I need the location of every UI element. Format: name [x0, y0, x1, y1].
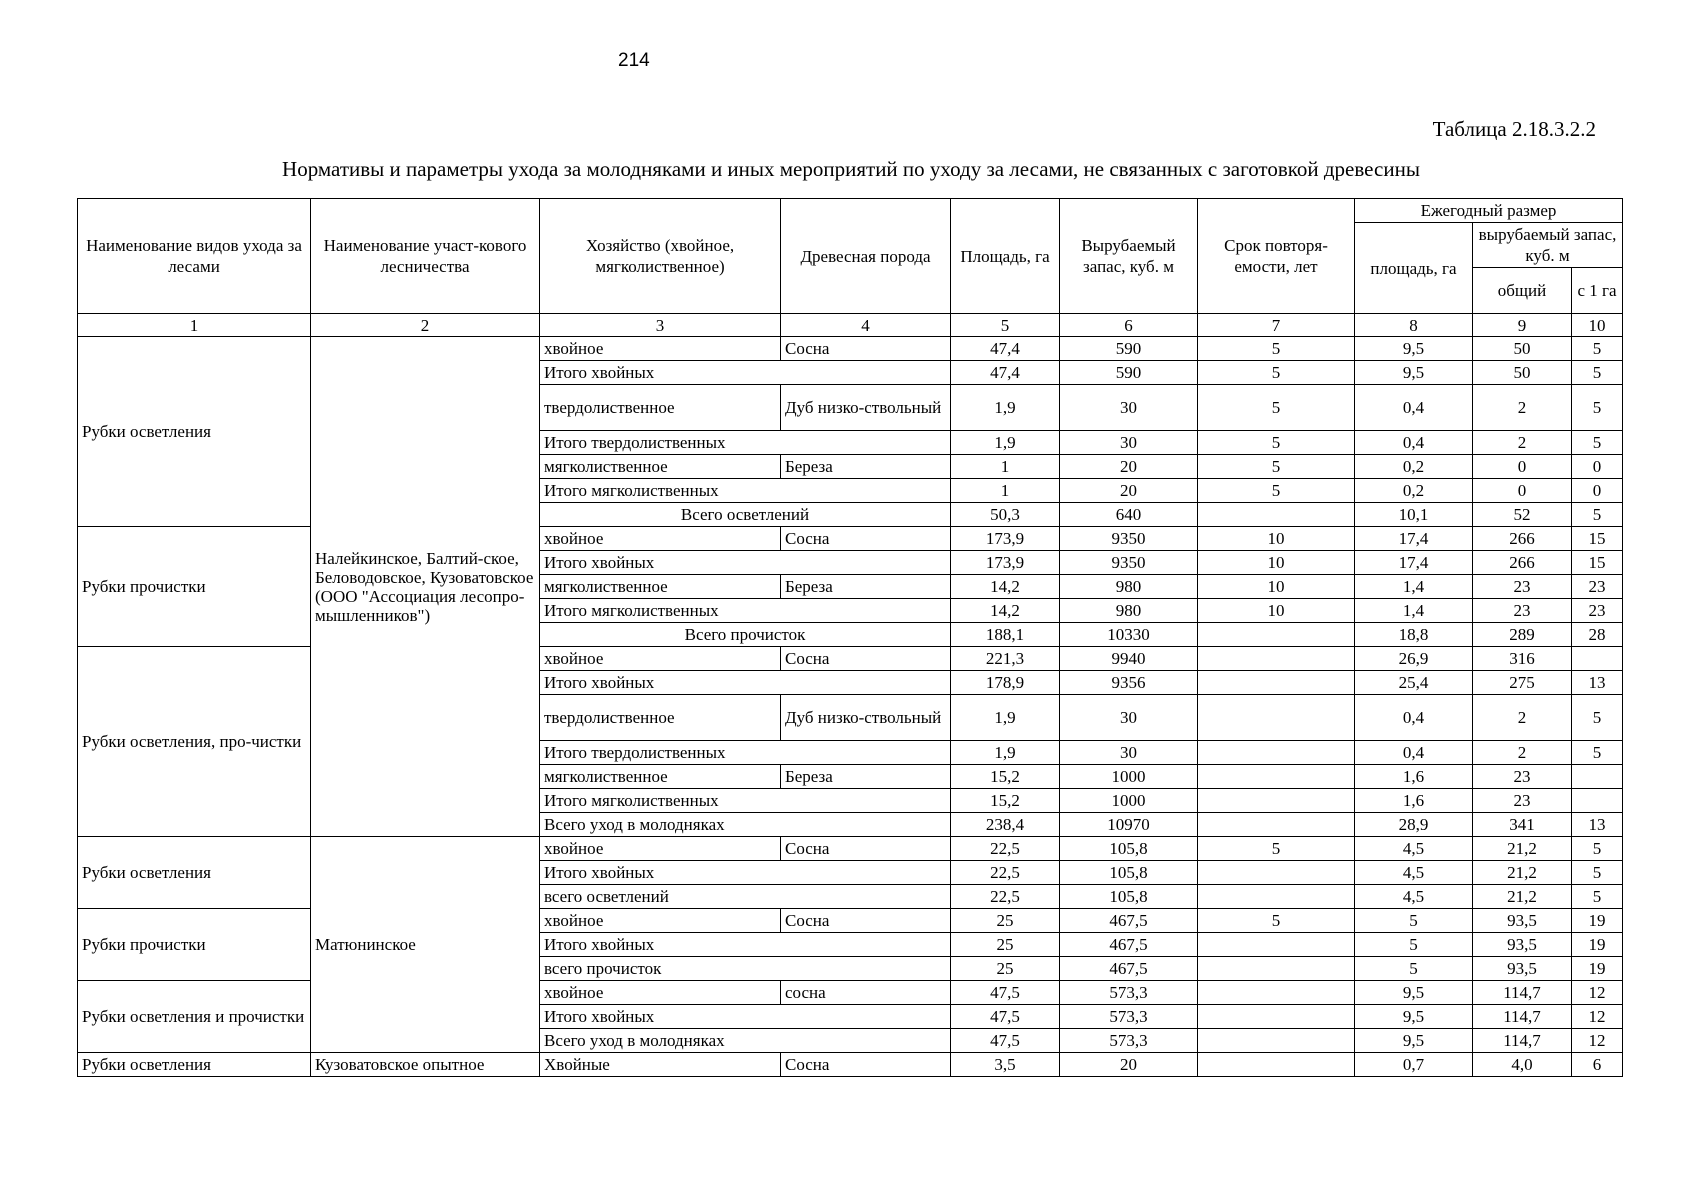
annual-total-cell: 114,7	[1473, 1029, 1572, 1053]
stock-cell: 30	[1060, 431, 1198, 455]
header-farm: Хозяйство (хвойное, мягколиственное)	[540, 199, 781, 314]
header-cut-per-ha: с 1 га	[1572, 268, 1623, 314]
forestry-cell: Кузоватовское опытное	[311, 1053, 540, 1077]
stock-cell: 9350	[1060, 551, 1198, 575]
annual-total-cell: 52	[1473, 503, 1572, 527]
area-cell: 14,2	[951, 599, 1060, 623]
annual-per-ha-cell: 5	[1572, 695, 1623, 741]
area-cell: 47,5	[951, 1005, 1060, 1029]
period-cell: 5	[1198, 455, 1355, 479]
annual-area-cell: 1,4	[1355, 575, 1473, 599]
stock-cell: 9940	[1060, 647, 1198, 671]
annual-total-cell: 21,2	[1473, 837, 1572, 861]
area-cell: 238,4	[951, 813, 1060, 837]
period-cell	[1198, 957, 1355, 981]
table-caption: Нормативы и параметры ухода за молодняками и иных мероприятий по уходу за лесами, не связанных с заготовкой древесины	[282, 157, 1420, 181]
annual-per-ha-cell: 5	[1572, 337, 1623, 361]
stock-cell: 640	[1060, 503, 1198, 527]
annual-per-ha-cell	[1572, 789, 1623, 813]
annual-area-cell: 1,4	[1355, 599, 1473, 623]
period-cell: 5	[1198, 479, 1355, 503]
annual-total-cell: 0	[1473, 479, 1572, 503]
annual-total-cell: 93,5	[1473, 933, 1572, 957]
col-number: 1	[78, 314, 311, 337]
stock-cell: 1000	[1060, 789, 1198, 813]
species-cell: Дуб низко-ствольный	[781, 385, 951, 431]
annual-area-cell: 9,5	[1355, 1005, 1473, 1029]
stock-cell: 20	[1060, 455, 1198, 479]
annual-per-ha-cell: 0	[1572, 455, 1623, 479]
annual-per-ha-cell: 13	[1572, 671, 1623, 695]
stock-cell: 1000	[1060, 765, 1198, 789]
annual-total-cell: 289	[1473, 623, 1572, 647]
annual-area-cell: 0,2	[1355, 479, 1473, 503]
area-cell: 1,9	[951, 431, 1060, 455]
col-number: 6	[1060, 314, 1198, 337]
period-cell	[1198, 981, 1355, 1005]
area-cell: 15,2	[951, 789, 1060, 813]
forestry-cell: Налейкинское, Балтий-ское, Беловодовское, Кузоватовское (ООО "Ассоциация лесопро-мышленников")	[311, 337, 540, 837]
annual-area-cell: 5	[1355, 957, 1473, 981]
annual-per-ha-cell: 19	[1572, 933, 1623, 957]
table-id: Таблица 2.18.3.2.2	[1432, 117, 1596, 141]
period-cell	[1198, 695, 1355, 741]
farm-cell: мягколиственное	[540, 765, 781, 789]
col-number: 10	[1572, 314, 1623, 337]
annual-per-ha-cell: 19	[1572, 957, 1623, 981]
annual-per-ha-cell: 5	[1572, 503, 1623, 527]
annual-total-cell: 23	[1473, 765, 1572, 789]
area-cell: 22,5	[951, 861, 1060, 885]
annual-area-cell: 10,1	[1355, 503, 1473, 527]
annual-per-ha-cell: 19	[1572, 909, 1623, 933]
table-row	[78, 337, 1623, 361]
annual-per-ha-cell: 13	[1572, 813, 1623, 837]
area-cell: 47,5	[951, 981, 1060, 1005]
care-kind-cell: Рубки осветления, про-чистки	[78, 647, 311, 837]
annual-total-cell: 93,5	[1473, 957, 1572, 981]
table-row	[78, 981, 1623, 1005]
period-cell: 5	[1198, 385, 1355, 431]
annual-per-ha-cell: 12	[1572, 981, 1623, 1005]
stock-cell: 590	[1060, 337, 1198, 361]
annual-area-cell: 9,5	[1355, 361, 1473, 385]
annual-area-cell: 0,2	[1355, 455, 1473, 479]
annual-area-cell: 4,5	[1355, 885, 1473, 909]
period-cell: 10	[1198, 599, 1355, 623]
forest-care-table	[77, 198, 1623, 1077]
species-cell: Береза	[781, 455, 951, 479]
species-cell: Сосна	[781, 647, 951, 671]
farm-cell: хвойное	[540, 647, 781, 671]
period-cell	[1198, 813, 1355, 837]
header-cut-stock: вырубаемый запас, куб. м	[1473, 223, 1623, 268]
stock-cell: 573,3	[1060, 1005, 1198, 1029]
annual-total-cell: 50	[1473, 361, 1572, 385]
col-number: 9	[1473, 314, 1572, 337]
annual-per-ha-cell: 6	[1572, 1053, 1623, 1077]
farm-cell: хвойное	[540, 837, 781, 861]
forestry-cell: Матюнинское	[311, 837, 540, 1053]
farm-cell: мягколиственное	[540, 455, 781, 479]
species-cell: Сосна	[781, 1053, 951, 1077]
farm-cell: хвойное	[540, 909, 781, 933]
annual-total-cell: 23	[1473, 599, 1572, 623]
column-numbers-row	[78, 314, 1623, 337]
period-cell	[1198, 885, 1355, 909]
annual-total-cell: 23	[1473, 575, 1572, 599]
table-row	[78, 527, 1623, 551]
annual-per-ha-cell: 23	[1572, 599, 1623, 623]
farm-cell: твердолиственное	[540, 695, 781, 741]
area-cell: 1,9	[951, 695, 1060, 741]
care-kind-cell: Рубки осветления	[78, 1053, 311, 1077]
annual-area-cell: 28,9	[1355, 813, 1473, 837]
annual-area-cell: 1,6	[1355, 765, 1473, 789]
species-cell: Сосна	[781, 837, 951, 861]
header-stock: Вырубаемый запас, куб. м	[1060, 199, 1198, 314]
stock-cell: 9350	[1060, 527, 1198, 551]
stock-cell: 20	[1060, 1053, 1198, 1077]
col-number: 2	[311, 314, 540, 337]
area-cell: 25	[951, 933, 1060, 957]
period-cell	[1198, 765, 1355, 789]
species-cell: Береза	[781, 765, 951, 789]
species-cell: Сосна	[781, 909, 951, 933]
annual-per-ha-cell: 5	[1572, 385, 1623, 431]
stock-cell: 105,8	[1060, 837, 1198, 861]
care-kind-cell: Рубки осветления и прочистки	[78, 981, 311, 1053]
annual-per-ha-cell: 28	[1572, 623, 1623, 647]
farm-cell: Итого твердолиственных	[540, 741, 951, 765]
area-cell: 1,9	[951, 385, 1060, 431]
area-cell: 47,4	[951, 337, 1060, 361]
annual-total-cell: 341	[1473, 813, 1572, 837]
annual-per-ha-cell: 12	[1572, 1029, 1623, 1053]
farm-cell: твердолиственное	[540, 385, 781, 431]
annual-total-cell: 2	[1473, 741, 1572, 765]
species-cell: сосна	[781, 981, 951, 1005]
farm-cell: хвойное	[540, 527, 781, 551]
annual-per-ha-cell: 15	[1572, 527, 1623, 551]
farm-cell: Итого хвойных	[540, 861, 951, 885]
stock-cell: 10970	[1060, 813, 1198, 837]
period-cell	[1198, 623, 1355, 647]
header-annual-area: площадь, га	[1355, 223, 1473, 314]
annual-area-cell: 9,5	[1355, 337, 1473, 361]
farm-cell: Всего уход в молодняках	[540, 813, 951, 837]
stock-cell: 980	[1060, 575, 1198, 599]
farm-cell: Итого хвойных	[540, 933, 951, 957]
annual-total-cell: 316	[1473, 647, 1572, 671]
annual-area-cell: 9,5	[1355, 1029, 1473, 1053]
stock-cell: 980	[1060, 599, 1198, 623]
annual-area-cell: 17,4	[1355, 551, 1473, 575]
table-row	[78, 647, 1623, 671]
annual-area-cell: 26,9	[1355, 647, 1473, 671]
annual-area-cell: 5	[1355, 933, 1473, 957]
annual-area-cell: 0,4	[1355, 431, 1473, 455]
farm-cell: Итого мягколиственных	[540, 599, 951, 623]
farm-cell: хвойное	[540, 981, 781, 1005]
annual-per-ha-cell: 15	[1572, 551, 1623, 575]
period-cell	[1198, 789, 1355, 813]
annual-total-cell: 266	[1473, 551, 1572, 575]
stock-cell: 573,3	[1060, 981, 1198, 1005]
annual-total-cell: 23	[1473, 789, 1572, 813]
header-kind: Наименование видов ухода за лесами	[78, 199, 311, 314]
stock-cell: 30	[1060, 695, 1198, 741]
annual-total-cell: 275	[1473, 671, 1572, 695]
area-cell: 50,3	[951, 503, 1060, 527]
area-cell: 22,5	[951, 885, 1060, 909]
area-cell: 25	[951, 909, 1060, 933]
stock-cell: 30	[1060, 385, 1198, 431]
area-cell: 15,2	[951, 765, 1060, 789]
header-annual: Ежегодный размер	[1355, 199, 1623, 223]
annual-per-ha-cell: 5	[1572, 861, 1623, 885]
annual-per-ha-cell: 5	[1572, 431, 1623, 455]
annual-area-cell: 0,7	[1355, 1053, 1473, 1077]
area-cell: 25	[951, 957, 1060, 981]
species-cell: Сосна	[781, 527, 951, 551]
annual-total-cell: 93,5	[1473, 909, 1572, 933]
care-kind-cell: Рубки прочистки	[78, 527, 311, 647]
annual-area-cell: 5	[1355, 909, 1473, 933]
species-cell: Дуб низко-ствольный	[781, 695, 951, 741]
annual-per-ha-cell	[1572, 647, 1623, 671]
care-kind-cell: Рубки прочистки	[78, 909, 311, 981]
annual-total-cell: 2	[1473, 385, 1572, 431]
stock-cell: 9356	[1060, 671, 1198, 695]
annual-total-cell: 4,0	[1473, 1053, 1572, 1077]
area-cell: 47,4	[951, 361, 1060, 385]
area-cell: 1	[951, 479, 1060, 503]
period-cell: 10	[1198, 527, 1355, 551]
table-row	[78, 837, 1623, 861]
annual-area-cell: 25,4	[1355, 671, 1473, 695]
stock-cell: 30	[1060, 741, 1198, 765]
annual-per-ha-cell: 5	[1572, 837, 1623, 861]
annual-per-ha-cell: 12	[1572, 1005, 1623, 1029]
annual-total-cell: 114,7	[1473, 981, 1572, 1005]
period-cell: 10	[1198, 551, 1355, 575]
farm-cell: Итого хвойных	[540, 361, 951, 385]
table-row	[78, 1053, 1623, 1077]
area-cell: 1	[951, 455, 1060, 479]
annual-total-cell: 266	[1473, 527, 1572, 551]
farm-cell: Всего осветлений	[540, 503, 951, 527]
annual-area-cell: 18,8	[1355, 623, 1473, 647]
care-kind-cell: Рубки осветления	[78, 337, 311, 527]
stock-cell: 467,5	[1060, 909, 1198, 933]
stock-cell: 105,8	[1060, 861, 1198, 885]
annual-area-cell: 17,4	[1355, 527, 1473, 551]
area-cell: 178,9	[951, 671, 1060, 695]
annual-area-cell: 0,4	[1355, 695, 1473, 741]
area-cell: 173,9	[951, 551, 1060, 575]
annual-area-cell: 4,5	[1355, 861, 1473, 885]
table-row	[78, 909, 1623, 933]
col-number: 8	[1355, 314, 1473, 337]
farm-cell: Итого хвойных	[540, 551, 951, 575]
area-cell: 14,2	[951, 575, 1060, 599]
farm-cell: Хвойные	[540, 1053, 781, 1077]
annual-total-cell: 21,2	[1473, 885, 1572, 909]
stock-cell: 573,3	[1060, 1029, 1198, 1053]
annual-total-cell: 50	[1473, 337, 1572, 361]
farm-cell: мягколиственное	[540, 575, 781, 599]
header-forestry: Наименование участ-кового лесничества	[311, 199, 540, 314]
farm-cell: Всего уход в молодняках	[540, 1029, 951, 1053]
page-number: 214	[618, 50, 650, 71]
area-cell: 3,5	[951, 1053, 1060, 1077]
col-number: 5	[951, 314, 1060, 337]
area-cell: 173,9	[951, 527, 1060, 551]
area-cell: 22,5	[951, 837, 1060, 861]
annual-total-cell: 2	[1473, 431, 1572, 455]
annual-per-ha-cell: 5	[1572, 741, 1623, 765]
period-cell: 5	[1198, 837, 1355, 861]
annual-per-ha-cell: 5	[1572, 361, 1623, 385]
area-cell: 1,9	[951, 741, 1060, 765]
care-kind-cell: Рубки осветления	[78, 837, 311, 909]
period-cell	[1198, 861, 1355, 885]
annual-total-cell: 2	[1473, 695, 1572, 741]
header-cut-total: общий	[1473, 268, 1572, 314]
period-cell	[1198, 671, 1355, 695]
period-cell: 5	[1198, 431, 1355, 455]
header-row	[78, 199, 1623, 223]
farm-cell: всего осветлений	[540, 885, 951, 909]
farm-cell: хвойное	[540, 337, 781, 361]
annual-per-ha-cell: 23	[1572, 575, 1623, 599]
farm-cell: Итого твердолиственных	[540, 431, 951, 455]
area-cell: 188,1	[951, 623, 1060, 647]
col-number: 4	[781, 314, 951, 337]
farm-cell: Итого мягколиственных	[540, 789, 951, 813]
period-cell	[1198, 933, 1355, 957]
col-number: 7	[1198, 314, 1355, 337]
annual-area-cell: 0,4	[1355, 741, 1473, 765]
header-period: Срок повторя-емости, лет	[1198, 199, 1355, 314]
header-area: Площадь, га	[951, 199, 1060, 314]
annual-per-ha-cell: 0	[1572, 479, 1623, 503]
annual-total-cell: 114,7	[1473, 1005, 1572, 1029]
stock-cell: 105,8	[1060, 885, 1198, 909]
area-cell: 47,5	[951, 1029, 1060, 1053]
annual-total-cell: 21,2	[1473, 861, 1572, 885]
annual-per-ha-cell	[1572, 765, 1623, 789]
col-number: 3	[540, 314, 781, 337]
period-cell	[1198, 741, 1355, 765]
annual-per-ha-cell: 5	[1572, 885, 1623, 909]
period-cell	[1198, 647, 1355, 671]
period-cell	[1198, 1029, 1355, 1053]
farm-cell: Итого мягколиственных	[540, 479, 951, 503]
farm-cell: всего прочисток	[540, 957, 951, 981]
farm-cell: Итого хвойных	[540, 671, 951, 695]
annual-total-cell: 0	[1473, 455, 1572, 479]
species-cell: Сосна	[781, 337, 951, 361]
period-cell	[1198, 503, 1355, 527]
farm-cell: Итого хвойных	[540, 1005, 951, 1029]
annual-area-cell: 4,5	[1355, 837, 1473, 861]
stock-cell: 20	[1060, 479, 1198, 503]
species-cell: Береза	[781, 575, 951, 599]
stock-cell: 590	[1060, 361, 1198, 385]
period-cell: 10	[1198, 575, 1355, 599]
header-species: Древесная порода	[781, 199, 951, 314]
period-cell: 5	[1198, 337, 1355, 361]
period-cell	[1198, 1053, 1355, 1077]
stock-cell: 467,5	[1060, 933, 1198, 957]
annual-area-cell: 0,4	[1355, 385, 1473, 431]
annual-area-cell: 1,6	[1355, 789, 1473, 813]
period-cell	[1198, 1005, 1355, 1029]
annual-area-cell: 9,5	[1355, 981, 1473, 1005]
area-cell: 221,3	[951, 647, 1060, 671]
period-cell: 5	[1198, 909, 1355, 933]
stock-cell: 467,5	[1060, 957, 1198, 981]
farm-cell: Всего прочисток	[540, 623, 951, 647]
stock-cell: 10330	[1060, 623, 1198, 647]
period-cell: 5	[1198, 361, 1355, 385]
